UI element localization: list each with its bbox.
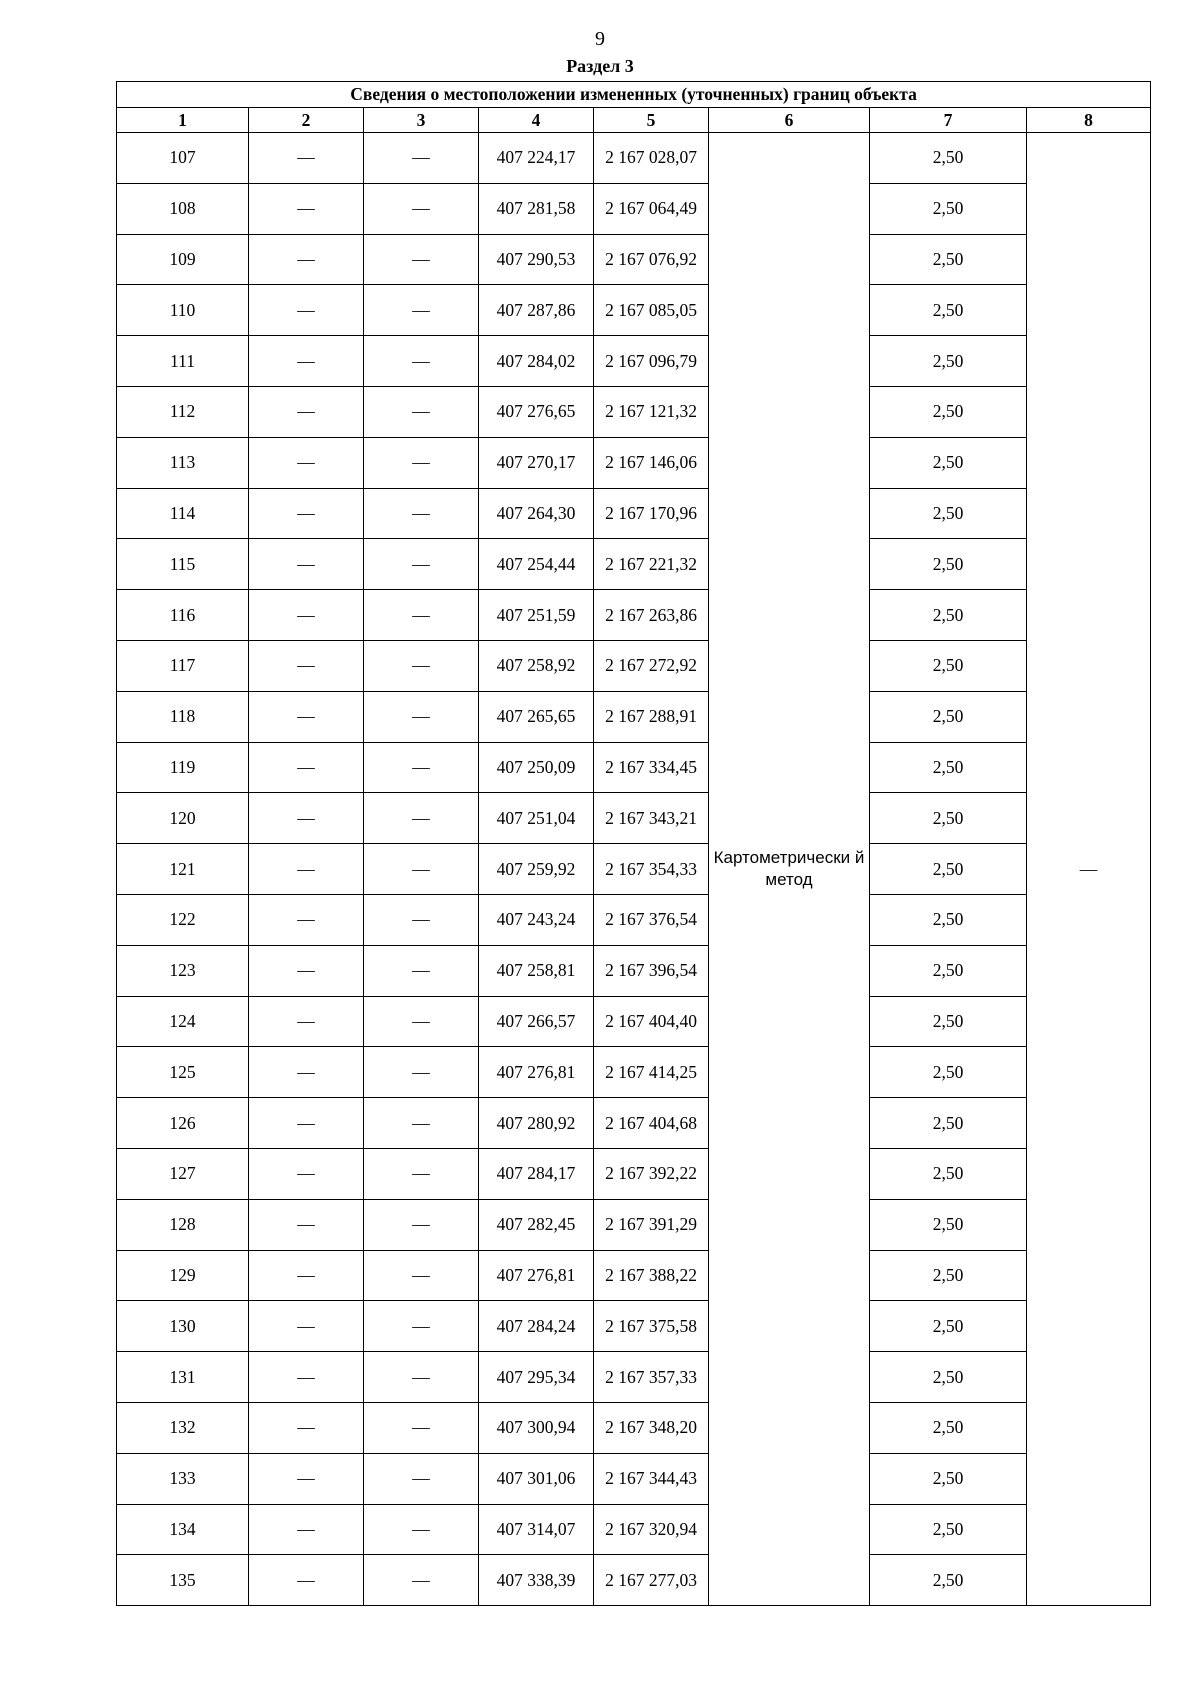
column-3-cell: — [364, 844, 479, 895]
column-2-cell: — [249, 742, 364, 793]
accuracy-cell: 2,50 [870, 1250, 1027, 1301]
accuracy-cell: 2,50 [870, 1504, 1027, 1555]
column-3-cell: — [364, 1148, 479, 1199]
x-coordinate-cell: 407 251,59 [479, 590, 594, 641]
point-number-cell: 114 [117, 488, 249, 539]
method-cell: Картометрически й метод [709, 133, 870, 1606]
column-3-cell: — [364, 1402, 479, 1453]
point-number-cell: 128 [117, 1199, 249, 1250]
x-coordinate-cell: 407 254,44 [479, 539, 594, 590]
column-header: 2 [249, 108, 364, 133]
column-3-cell: — [364, 386, 479, 437]
column-3-cell: — [364, 894, 479, 945]
column-header: 4 [479, 108, 594, 133]
column-header: 8 [1027, 108, 1151, 133]
column-3-cell: — [364, 437, 479, 488]
y-coordinate-cell: 2 167 414,25 [594, 1047, 709, 1098]
column-2-cell: — [249, 133, 364, 184]
table-row [117, 488, 1151, 539]
y-coordinate-cell: 2 167 396,54 [594, 945, 709, 996]
point-number-cell: 118 [117, 691, 249, 742]
x-coordinate-cell: 407 258,92 [479, 640, 594, 691]
x-coordinate-cell: 407 224,17 [479, 133, 594, 184]
y-coordinate-cell: 2 167 085,05 [594, 285, 709, 336]
column-2-cell: — [249, 336, 364, 387]
table-row [117, 894, 1151, 945]
boundary-coordinates-table [116, 81, 1151, 1606]
accuracy-cell: 2,50 [870, 1453, 1027, 1504]
table-row [117, 793, 1151, 844]
column-3-cell: — [364, 1352, 479, 1403]
y-coordinate-cell: 2 167 376,54 [594, 894, 709, 945]
accuracy-cell: 2,50 [870, 742, 1027, 793]
column-3-cell: — [364, 336, 479, 387]
column-2-cell: — [249, 996, 364, 1047]
x-coordinate-cell: 407 270,17 [479, 437, 594, 488]
y-coordinate-cell: 2 167 357,33 [594, 1352, 709, 1403]
table-row [117, 844, 1151, 895]
column-2-cell: — [249, 640, 364, 691]
x-coordinate-cell: 407 282,45 [479, 1199, 594, 1250]
column-3-cell: — [364, 285, 479, 336]
y-coordinate-cell: 2 167 320,94 [594, 1504, 709, 1555]
point-number-cell: 112 [117, 386, 249, 437]
column-3-cell: — [364, 1504, 479, 1555]
table-row [117, 1047, 1151, 1098]
column-header-row [117, 108, 1151, 133]
y-coordinate-cell: 2 167 121,32 [594, 386, 709, 437]
x-coordinate-cell: 407 258,81 [479, 945, 594, 996]
y-coordinate-cell: 2 167 334,45 [594, 742, 709, 793]
column-2-cell: — [249, 1098, 364, 1149]
column-3-cell: — [364, 1453, 479, 1504]
accuracy-cell: 2,50 [870, 437, 1027, 488]
column-3-cell: — [364, 640, 479, 691]
y-coordinate-cell: 2 167 375,58 [594, 1301, 709, 1352]
accuracy-cell: 2,50 [870, 133, 1027, 184]
accuracy-cell: 2,50 [870, 1148, 1027, 1199]
accuracy-cell: 2,50 [870, 691, 1027, 742]
table-row [117, 1453, 1151, 1504]
table-row [117, 437, 1151, 488]
point-number-cell: 109 [117, 234, 249, 285]
y-coordinate-cell: 2 167 404,68 [594, 1098, 709, 1149]
accuracy-cell: 2,50 [870, 1301, 1027, 1352]
table-row [117, 1352, 1151, 1403]
point-number-cell: 107 [117, 133, 249, 184]
column-2-cell: — [249, 183, 364, 234]
column-2-cell: — [249, 1453, 364, 1504]
page-number: 9 [595, 28, 605, 50]
column-3-cell: — [364, 1098, 479, 1149]
y-coordinate-cell: 2 167 392,22 [594, 1148, 709, 1199]
y-coordinate-cell: 2 167 221,32 [594, 539, 709, 590]
y-coordinate-cell: 2 167 344,43 [594, 1453, 709, 1504]
point-number-cell: 124 [117, 996, 249, 1047]
table-body [117, 133, 1151, 1606]
x-coordinate-cell: 407 295,34 [479, 1352, 594, 1403]
table-row [117, 234, 1151, 285]
y-coordinate-cell: 2 167 263,86 [594, 590, 709, 641]
column-2-cell: — [249, 285, 364, 336]
accuracy-cell: 2,50 [870, 1352, 1027, 1403]
x-coordinate-cell: 407 266,57 [479, 996, 594, 1047]
y-coordinate-cell: 2 167 272,92 [594, 640, 709, 691]
y-coordinate-cell: 2 167 028,07 [594, 133, 709, 184]
table-row [117, 183, 1151, 234]
point-number-cell: 119 [117, 742, 249, 793]
accuracy-cell: 2,50 [870, 234, 1027, 285]
x-coordinate-cell: 407 280,92 [479, 1098, 594, 1149]
accuracy-cell: 2,50 [870, 945, 1027, 996]
column-2-cell: — [249, 234, 364, 285]
y-coordinate-cell: 2 167 354,33 [594, 844, 709, 895]
table-row [117, 1555, 1151, 1606]
point-number-cell: 130 [117, 1301, 249, 1352]
column-2-cell: — [249, 386, 364, 437]
point-number-cell: 123 [117, 945, 249, 996]
column-2-cell: — [249, 793, 364, 844]
column-2-cell: — [249, 894, 364, 945]
y-coordinate-cell: 2 167 076,92 [594, 234, 709, 285]
column-header: 1 [117, 108, 249, 133]
table-row [117, 285, 1151, 336]
x-coordinate-cell: 407 301,06 [479, 1453, 594, 1504]
table-row [117, 386, 1151, 437]
accuracy-cell: 2,50 [870, 793, 1027, 844]
table-row [117, 1250, 1151, 1301]
column-2-cell: — [249, 1555, 364, 1606]
column-3-cell: — [364, 488, 479, 539]
y-coordinate-cell: 2 167 388,22 [594, 1250, 709, 1301]
column-2-cell: — [249, 590, 364, 641]
point-number-cell: 131 [117, 1352, 249, 1403]
accuracy-cell: 2,50 [870, 590, 1027, 641]
accuracy-cell: 2,50 [870, 844, 1027, 895]
point-number-cell: 135 [117, 1555, 249, 1606]
column-3-cell: — [364, 133, 479, 184]
column-3-cell: — [364, 1047, 479, 1098]
x-coordinate-cell: 407 338,39 [479, 1555, 594, 1606]
column-3-cell: — [364, 1555, 479, 1606]
x-coordinate-cell: 407 250,09 [479, 742, 594, 793]
column-2-cell: — [249, 1402, 364, 1453]
x-coordinate-cell: 407 290,53 [479, 234, 594, 285]
accuracy-cell: 2,50 [870, 894, 1027, 945]
y-coordinate-cell: 2 167 170,96 [594, 488, 709, 539]
column-3-cell: — [364, 1301, 479, 1352]
column-2-cell: — [249, 1504, 364, 1555]
column-2-cell: — [249, 1301, 364, 1352]
column-2-cell: — [249, 1250, 364, 1301]
column-3-cell: — [364, 539, 479, 590]
point-number-cell: 132 [117, 1402, 249, 1453]
column-2-cell: — [249, 437, 364, 488]
accuracy-cell: 2,50 [870, 539, 1027, 590]
table-row [117, 1402, 1151, 1453]
column-3-cell: — [364, 590, 479, 641]
y-coordinate-cell: 2 167 404,40 [594, 996, 709, 1047]
column-3-cell: — [364, 1250, 479, 1301]
accuracy-cell: 2,50 [870, 996, 1027, 1047]
column-2-cell: — [249, 1047, 364, 1098]
point-number-cell: 113 [117, 437, 249, 488]
table-row [117, 1301, 1151, 1352]
point-number-cell: 129 [117, 1250, 249, 1301]
column-2-cell: — [249, 691, 364, 742]
boundary-table-wrapper [116, 81, 1151, 1606]
column-2-cell: — [249, 1148, 364, 1199]
table-row [117, 742, 1151, 793]
column-2-cell: — [249, 1199, 364, 1250]
column-2-cell: — [249, 1352, 364, 1403]
column-3-cell: — [364, 183, 479, 234]
y-coordinate-cell: 2 167 391,29 [594, 1199, 709, 1250]
x-coordinate-cell: 407 281,58 [479, 183, 594, 234]
x-coordinate-cell: 407 243,24 [479, 894, 594, 945]
y-coordinate-cell: 2 167 146,06 [594, 437, 709, 488]
x-coordinate-cell: 407 300,94 [479, 1402, 594, 1453]
x-coordinate-cell: 407 314,07 [479, 1504, 594, 1555]
point-number-cell: 126 [117, 1098, 249, 1149]
x-coordinate-cell: 407 276,81 [479, 1250, 594, 1301]
column-header: 6 [709, 108, 870, 133]
point-number-cell: 120 [117, 793, 249, 844]
accuracy-cell: 2,50 [870, 1098, 1027, 1149]
x-coordinate-cell: 407 276,81 [479, 1047, 594, 1098]
table-row [117, 336, 1151, 387]
point-number-cell: 125 [117, 1047, 249, 1098]
point-number-cell: 108 [117, 183, 249, 234]
point-number-cell: 110 [117, 285, 249, 336]
point-number-cell: 122 [117, 894, 249, 945]
column-2-cell: — [249, 844, 364, 895]
column-3-cell: — [364, 742, 479, 793]
accuracy-cell: 2,50 [870, 488, 1027, 539]
column-3-cell: — [364, 945, 479, 996]
y-coordinate-cell: 2 167 348,20 [594, 1402, 709, 1453]
x-coordinate-cell: 407 284,17 [479, 1148, 594, 1199]
table-row [117, 945, 1151, 996]
x-coordinate-cell: 407 265,65 [479, 691, 594, 742]
point-number-cell: 111 [117, 336, 249, 387]
x-coordinate-cell: 407 284,24 [479, 1301, 594, 1352]
section-title: Раздел 3 [566, 56, 634, 76]
accuracy-cell: 2,50 [870, 640, 1027, 691]
accuracy-cell: 2,50 [870, 1555, 1027, 1606]
column-2-cell: — [249, 488, 364, 539]
x-coordinate-cell: 407 276,65 [479, 386, 594, 437]
column-8-cell: — [1027, 133, 1151, 1606]
y-coordinate-cell: 2 167 288,91 [594, 691, 709, 742]
accuracy-cell: 2,50 [870, 285, 1027, 336]
table-row [117, 133, 1151, 184]
accuracy-cell: 2,50 [870, 336, 1027, 387]
point-number-cell: 127 [117, 1148, 249, 1199]
column-3-cell: — [364, 1199, 479, 1250]
column-header: 5 [594, 108, 709, 133]
accuracy-cell: 2,50 [870, 183, 1027, 234]
x-coordinate-cell: 407 284,02 [479, 336, 594, 387]
y-coordinate-cell: 2 167 064,49 [594, 183, 709, 234]
x-coordinate-cell: 407 264,30 [479, 488, 594, 539]
x-coordinate-cell: 407 251,04 [479, 793, 594, 844]
table-row [117, 1199, 1151, 1250]
accuracy-cell: 2,50 [870, 1402, 1027, 1453]
point-number-cell: 116 [117, 590, 249, 641]
column-2-cell: — [249, 945, 364, 996]
table-row [117, 1098, 1151, 1149]
column-3-cell: — [364, 234, 479, 285]
column-3-cell: — [364, 793, 479, 844]
point-number-cell: 134 [117, 1504, 249, 1555]
y-coordinate-cell: 2 167 277,03 [594, 1555, 709, 1606]
column-3-cell: — [364, 691, 479, 742]
table-row [117, 1148, 1151, 1199]
y-coordinate-cell: 2 167 096,79 [594, 336, 709, 387]
accuracy-cell: 2,50 [870, 386, 1027, 437]
column-header: 7 [870, 108, 1027, 133]
y-coordinate-cell: 2 167 343,21 [594, 793, 709, 844]
table-caption: Сведения о местоположении измененных (уточненных) границ объекта [117, 82, 1151, 108]
table-row [117, 691, 1151, 742]
point-number-cell: 121 [117, 844, 249, 895]
table-row [117, 996, 1151, 1047]
column-header: 3 [364, 108, 479, 133]
table-row [117, 539, 1151, 590]
column-2-cell: — [249, 539, 364, 590]
x-coordinate-cell: 407 287,86 [479, 285, 594, 336]
table-row [117, 640, 1151, 691]
table-row [117, 1504, 1151, 1555]
accuracy-cell: 2,50 [870, 1199, 1027, 1250]
point-number-cell: 117 [117, 640, 249, 691]
point-number-cell: 115 [117, 539, 249, 590]
point-number-cell: 133 [117, 1453, 249, 1504]
column-3-cell: — [364, 996, 479, 1047]
x-coordinate-cell: 407 259,92 [479, 844, 594, 895]
accuracy-cell: 2,50 [870, 1047, 1027, 1098]
table-row [117, 590, 1151, 641]
